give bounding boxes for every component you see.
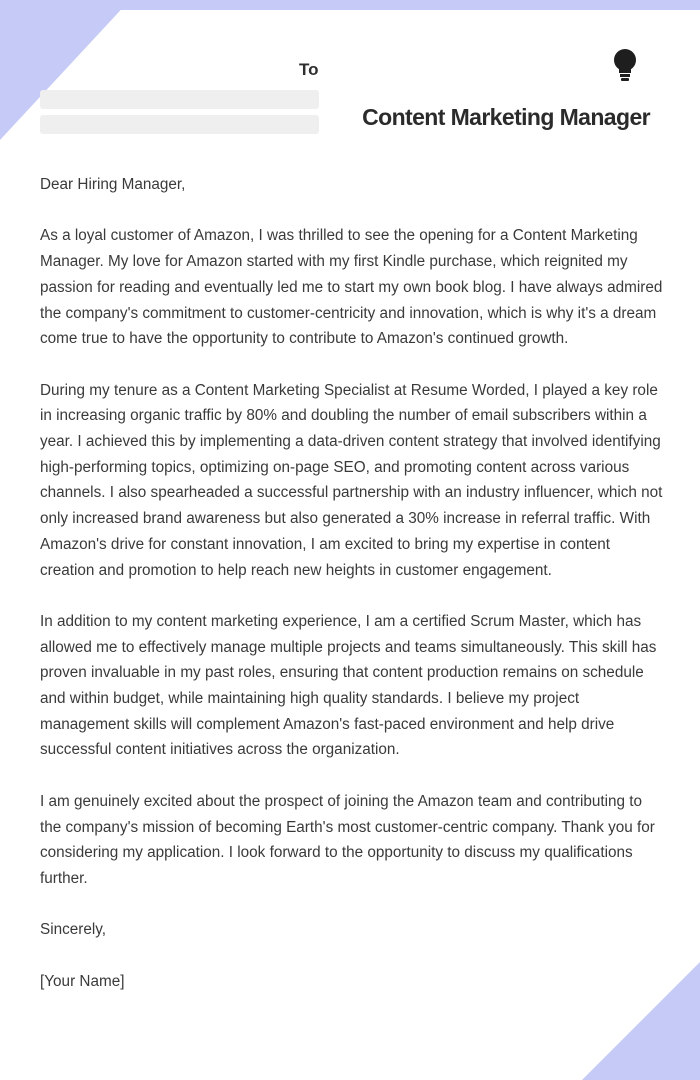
letter-body [40, 172, 664, 1020]
greeting: Dear Hiring Manager, [40, 176, 186, 193]
signature: [Your Name] [40, 972, 125, 990]
bulb-icon [610, 48, 640, 84]
paragraph-1: As a loyal customer of Amazon, I was thrilled to see the opening for a Content Marketing Manager. My love for Amazon started with my first Kindle purchase, which reignited my passion for reading and eventually led me to start my own book blog. I have always admired the company's commitment to customer-centricity and innovation, which is why it's a dream come true to have the opportunity to contribute to Amazon's continued growth. [40, 227, 663, 348]
paragraph-3: In addition to my content marketing experience, I am a certified Scrum Master, which has allowed me to effectively manage multiple projects and teams simultaneously. This skill has proven invaluable in my past roles, ensuring that content production remains on schedule and within budget, while maintaining high quality standards. I believe my project management skills will complement Amazon's fast-paced environment and help drive successful content initiatives across the organization. [40, 612, 657, 759]
recipient-placeholder-line-2 [40, 115, 319, 134]
paragraph-2: During my tenure as a Content Marketing Specialist at Resume Worded, I played a key role in increasing organic traffic by 80% and doubling the number of email subscribers within a year. I achieved this by implementing a data-driven content strategy that involved identifying high-performing topics, optimizing on-page SEO, and promoting content across various channels. I also spearheaded a successful partnership with an industry influencer, which not only increased brand awareness but also generated a 30% increase in referral traffic. With Amazon's drive for constant innovation, I am excited to bring my expertise in content creation and promotion to help reach new heights in customer engagement. [40, 381, 663, 579]
recipient-label: To [299, 60, 319, 79]
closing: Sincerely, [40, 921, 107, 939]
paragraph-4: I am genuinely excited about the prospect of joining the Amazon team and contributing to the company's mission of becoming Earth's most customer-centric company. Thank you for considering my application. I look forward to the opportunity to discuss my qualifications further. [40, 792, 655, 887]
page-title: Content Marketing Manager [362, 104, 650, 130]
recipient-placeholder-line-1 [40, 90, 319, 109]
